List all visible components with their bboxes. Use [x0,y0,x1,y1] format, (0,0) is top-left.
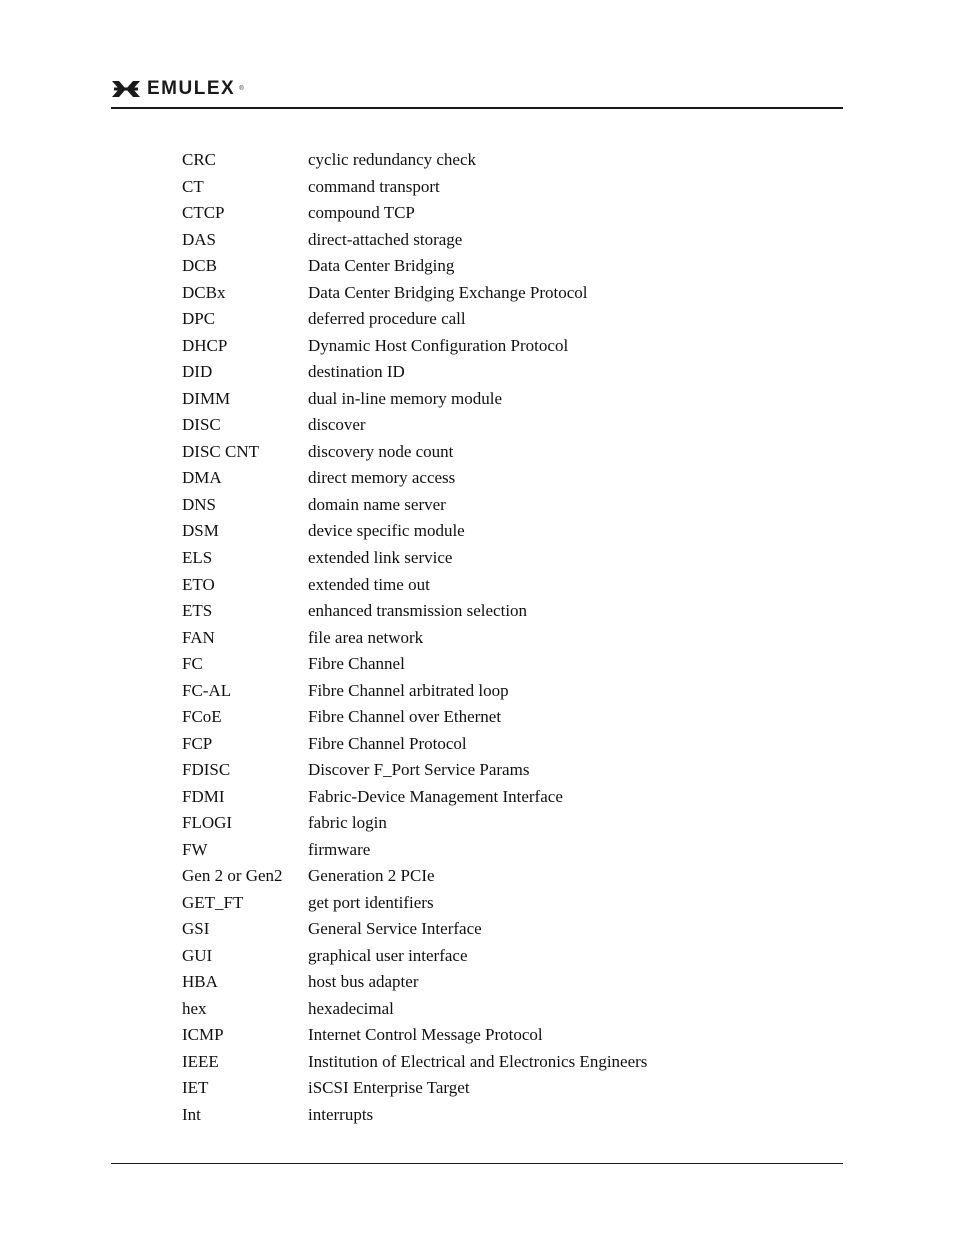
glossary-row [182,1075,802,1102]
glossary-definition: hexadecimal [308,998,394,1018]
glossary-definition: cyclic redundancy check [308,150,477,170]
glossary-row [182,253,802,280]
glossary-abbreviation: FAN [182,627,215,647]
page-header [111,80,244,102]
glossary-definition: discovery node count [308,441,454,461]
glossary-row [182,280,802,307]
glossary-definition: Internet Control Message Protocol [308,1025,543,1045]
glossary-abbreviation: DSM [182,521,219,541]
glossary-definition: Institution of Electrical and Electronics Engineers [308,1051,648,1071]
glossary-row [182,942,802,969]
glossary-definition: discover [308,415,366,435]
glossary-list [182,147,802,1128]
glossary-definition: file area network [308,627,424,647]
glossary-abbreviation: Gen 2 or Gen2 [182,866,283,886]
glossary-definition: Discover F_Port Service Params [308,760,530,780]
glossary-row [182,1102,802,1129]
glossary-abbreviation: FDISC [182,760,231,780]
glossary-abbreviation: FCoE [182,707,222,727]
glossary-row [182,1022,802,1049]
glossary-row [182,200,802,227]
glossary-definition: direct memory access [308,468,456,488]
glossary-row [182,624,802,651]
glossary-definition: Fibre Channel [308,654,405,674]
glossary-row [182,545,802,572]
glossary-row [182,916,802,943]
glossary-row [182,836,802,863]
emulex-logo [111,80,244,98]
brand-name: EMULEX [147,78,236,99]
glossary-abbreviation: DMA [182,468,222,488]
glossary-definition: Dynamic Host Configuration Protocol [308,335,569,355]
glossary-definition: get port identifiers [308,892,434,912]
glossary-abbreviation: ELS [182,547,213,567]
glossary-row [182,571,802,598]
glossary-abbreviation: CRC [182,150,217,170]
glossary-row [182,783,802,810]
glossary-abbreviation: FW [182,839,208,859]
glossary-row [182,863,802,890]
glossary-abbreviation: GET_FT [182,892,244,912]
glossary-abbreviation: ETS [182,601,213,621]
glossary-definition: Fibre Channel Protocol [308,733,467,753]
glossary-abbreviation: DPC [182,309,216,329]
glossary-abbreviation: DNS [182,494,217,514]
glossary-definition: fabric login [308,813,387,833]
glossary-definition: General Service Interface [308,919,482,939]
glossary-abbreviation: FCP [182,733,213,753]
glossary-definition: device specific module [308,521,465,541]
glossary-definition: extended time out [308,574,430,594]
glossary-definition: deferred procedure call [308,309,466,329]
glossary-definition: dual in-line memory module [308,388,503,408]
glossary-abbreviation: ICMP [182,1025,224,1045]
glossary-row [182,492,802,519]
glossary-row [182,810,802,837]
glossary-abbreviation: ETO [182,574,215,594]
glossary-abbreviation: GUI [182,945,213,965]
glossary-row [182,996,802,1023]
glossary-row [182,174,802,201]
glossary-row [182,757,802,784]
glossary-definition: interrupts [308,1104,374,1124]
glossary-abbreviation: DHCP [182,335,228,355]
glossary-abbreviation: FC-AL [182,680,232,700]
glossary-definition: destination ID [308,362,405,382]
glossary-abbreviation: IEEE [182,1051,219,1071]
glossary-definition: command transport [308,176,440,196]
glossary-abbreviation: FC [182,654,203,674]
glossary-row [182,598,802,625]
glossary-abbreviation: DID [182,362,213,382]
glossary-row [182,439,802,466]
glossary-row [182,359,802,386]
emulex-logo-icon [111,80,141,98]
glossary-definition: compound TCP [308,203,415,223]
glossary-abbreviation: DCBx [182,282,226,302]
glossary-abbreviation: DISC CNT [182,441,259,461]
glossary-abbreviation: CT [182,176,204,196]
glossary-abbreviation: FLOGI [182,813,233,833]
glossary-abbreviation: DAS [182,229,217,249]
glossary-abbreviation: CTCP [182,203,225,223]
glossary-definition: Data Center Bridging Exchange Protocol [308,282,588,302]
glossary-definition: graphical user interface [308,945,468,965]
glossary-abbreviation: DIMM [182,388,231,408]
glossary-abbreviation: FDMI [182,786,225,806]
glossary-abbreviation: hex [182,998,207,1018]
glossary-abbreviation: DCB [182,256,217,276]
glossary-row [182,651,802,678]
glossary-row [182,386,802,413]
glossary-row [182,465,802,492]
glossary-abbreviation: Int [182,1104,201,1124]
trademark-symbol: ® [239,86,244,92]
glossary-definition: Fabric-Device Management Interface [308,786,563,806]
glossary-definition: iSCSI Enterprise Target [308,1078,470,1098]
glossary-definition: Generation 2 PCIe [308,866,435,886]
glossary-definition: domain name server [308,494,446,514]
glossary-row [182,1049,802,1076]
header-divider [111,107,843,109]
glossary-row [182,147,802,174]
glossary-row [182,412,802,439]
glossary-row [182,704,802,731]
footer-divider [111,1163,843,1164]
glossary-abbreviation: IET [182,1078,209,1098]
glossary-definition: Data Center Bridging [308,256,455,276]
glossary-row [182,306,802,333]
glossary-row [182,333,802,360]
glossary-definition: host bus adapter [308,972,419,992]
glossary-row [182,889,802,916]
glossary-row [182,518,802,545]
glossary-row [182,969,802,996]
glossary-row [182,730,802,757]
glossary-definition: Fibre Channel over Ethernet [308,707,502,727]
glossary-abbreviation: DISC [182,415,221,435]
glossary-abbreviation: GSI [182,919,210,939]
glossary-abbreviation: HBA [182,972,218,992]
glossary-definition: firmware [308,839,371,859]
glossary-definition: extended link service [308,547,453,567]
glossary-definition: direct-attached storage [308,229,463,249]
glossary-definition: enhanced transmission selection [308,601,528,621]
glossary-definition: Fibre Channel arbitrated loop [308,680,509,700]
glossary-row [182,227,802,254]
glossary-row [182,677,802,704]
